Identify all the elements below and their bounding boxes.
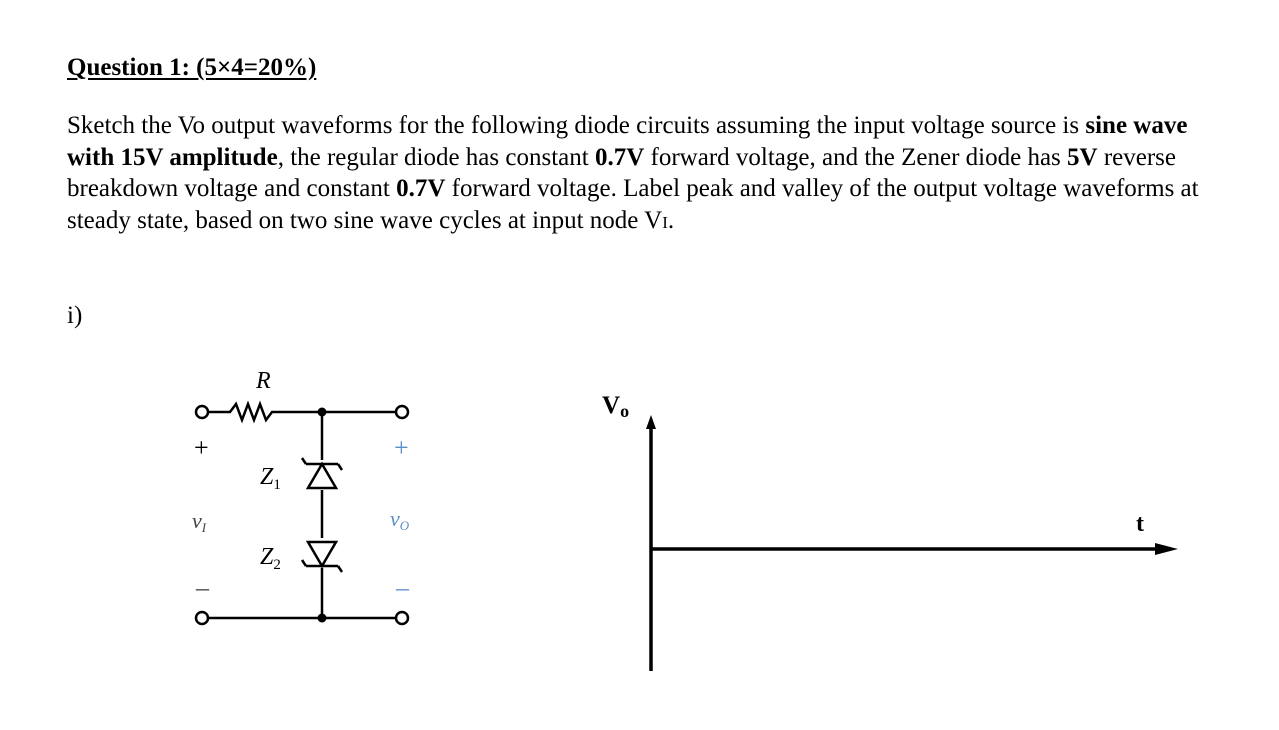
output-minus-sign: – [396, 573, 409, 602]
output-waveform-axes [590, 385, 1190, 685]
x-axis-arrowhead [1155, 543, 1178, 555]
x-axis-label: t [1136, 511, 1144, 537]
part-label: i) [67, 302, 83, 329]
z1-label: $Z_1$ [260, 464, 281, 493]
resistor [208, 404, 322, 420]
bottom-junction-dot [318, 614, 327, 623]
input-bottom-terminal [196, 612, 208, 624]
output-plus-sign: + [394, 433, 409, 462]
zener-diode-z2 [302, 542, 342, 572]
y-axis-label: Vo [602, 392, 630, 421]
zener-diode-z1 [302, 458, 342, 488]
question-title: Question 1: (5×4=20%) [67, 54, 317, 81]
output-voltage-label: vO [390, 506, 410, 533]
input-minus-sign: – [196, 573, 209, 602]
question-text: Sketch the Vo output waveforms for the following diode circuits assuming the input voltage source is sine wave with 15V amplitude, the regular diode has constant 0.7V forward voltage, and the Zener diode has 5V reverse breakdown voltage and constant 0.7V forward voltage. Label peak and valley of the output voltage waveforms at steady state, based on two sine wave cycles at input node VI. [67, 112, 1199, 234]
input-top-terminal [196, 406, 208, 418]
output-top-terminal [396, 406, 408, 418]
zener-circuit-diagram [180, 360, 440, 640]
y-axis-arrowhead [646, 415, 656, 429]
input-voltage-label: vI [192, 508, 207, 535]
z2-label: $Z_2$ [260, 544, 281, 573]
top-junction-dot [318, 408, 327, 417]
output-bottom-terminal [396, 612, 408, 624]
resistor-label: R [256, 368, 271, 394]
input-plus-sign: + [194, 433, 209, 462]
